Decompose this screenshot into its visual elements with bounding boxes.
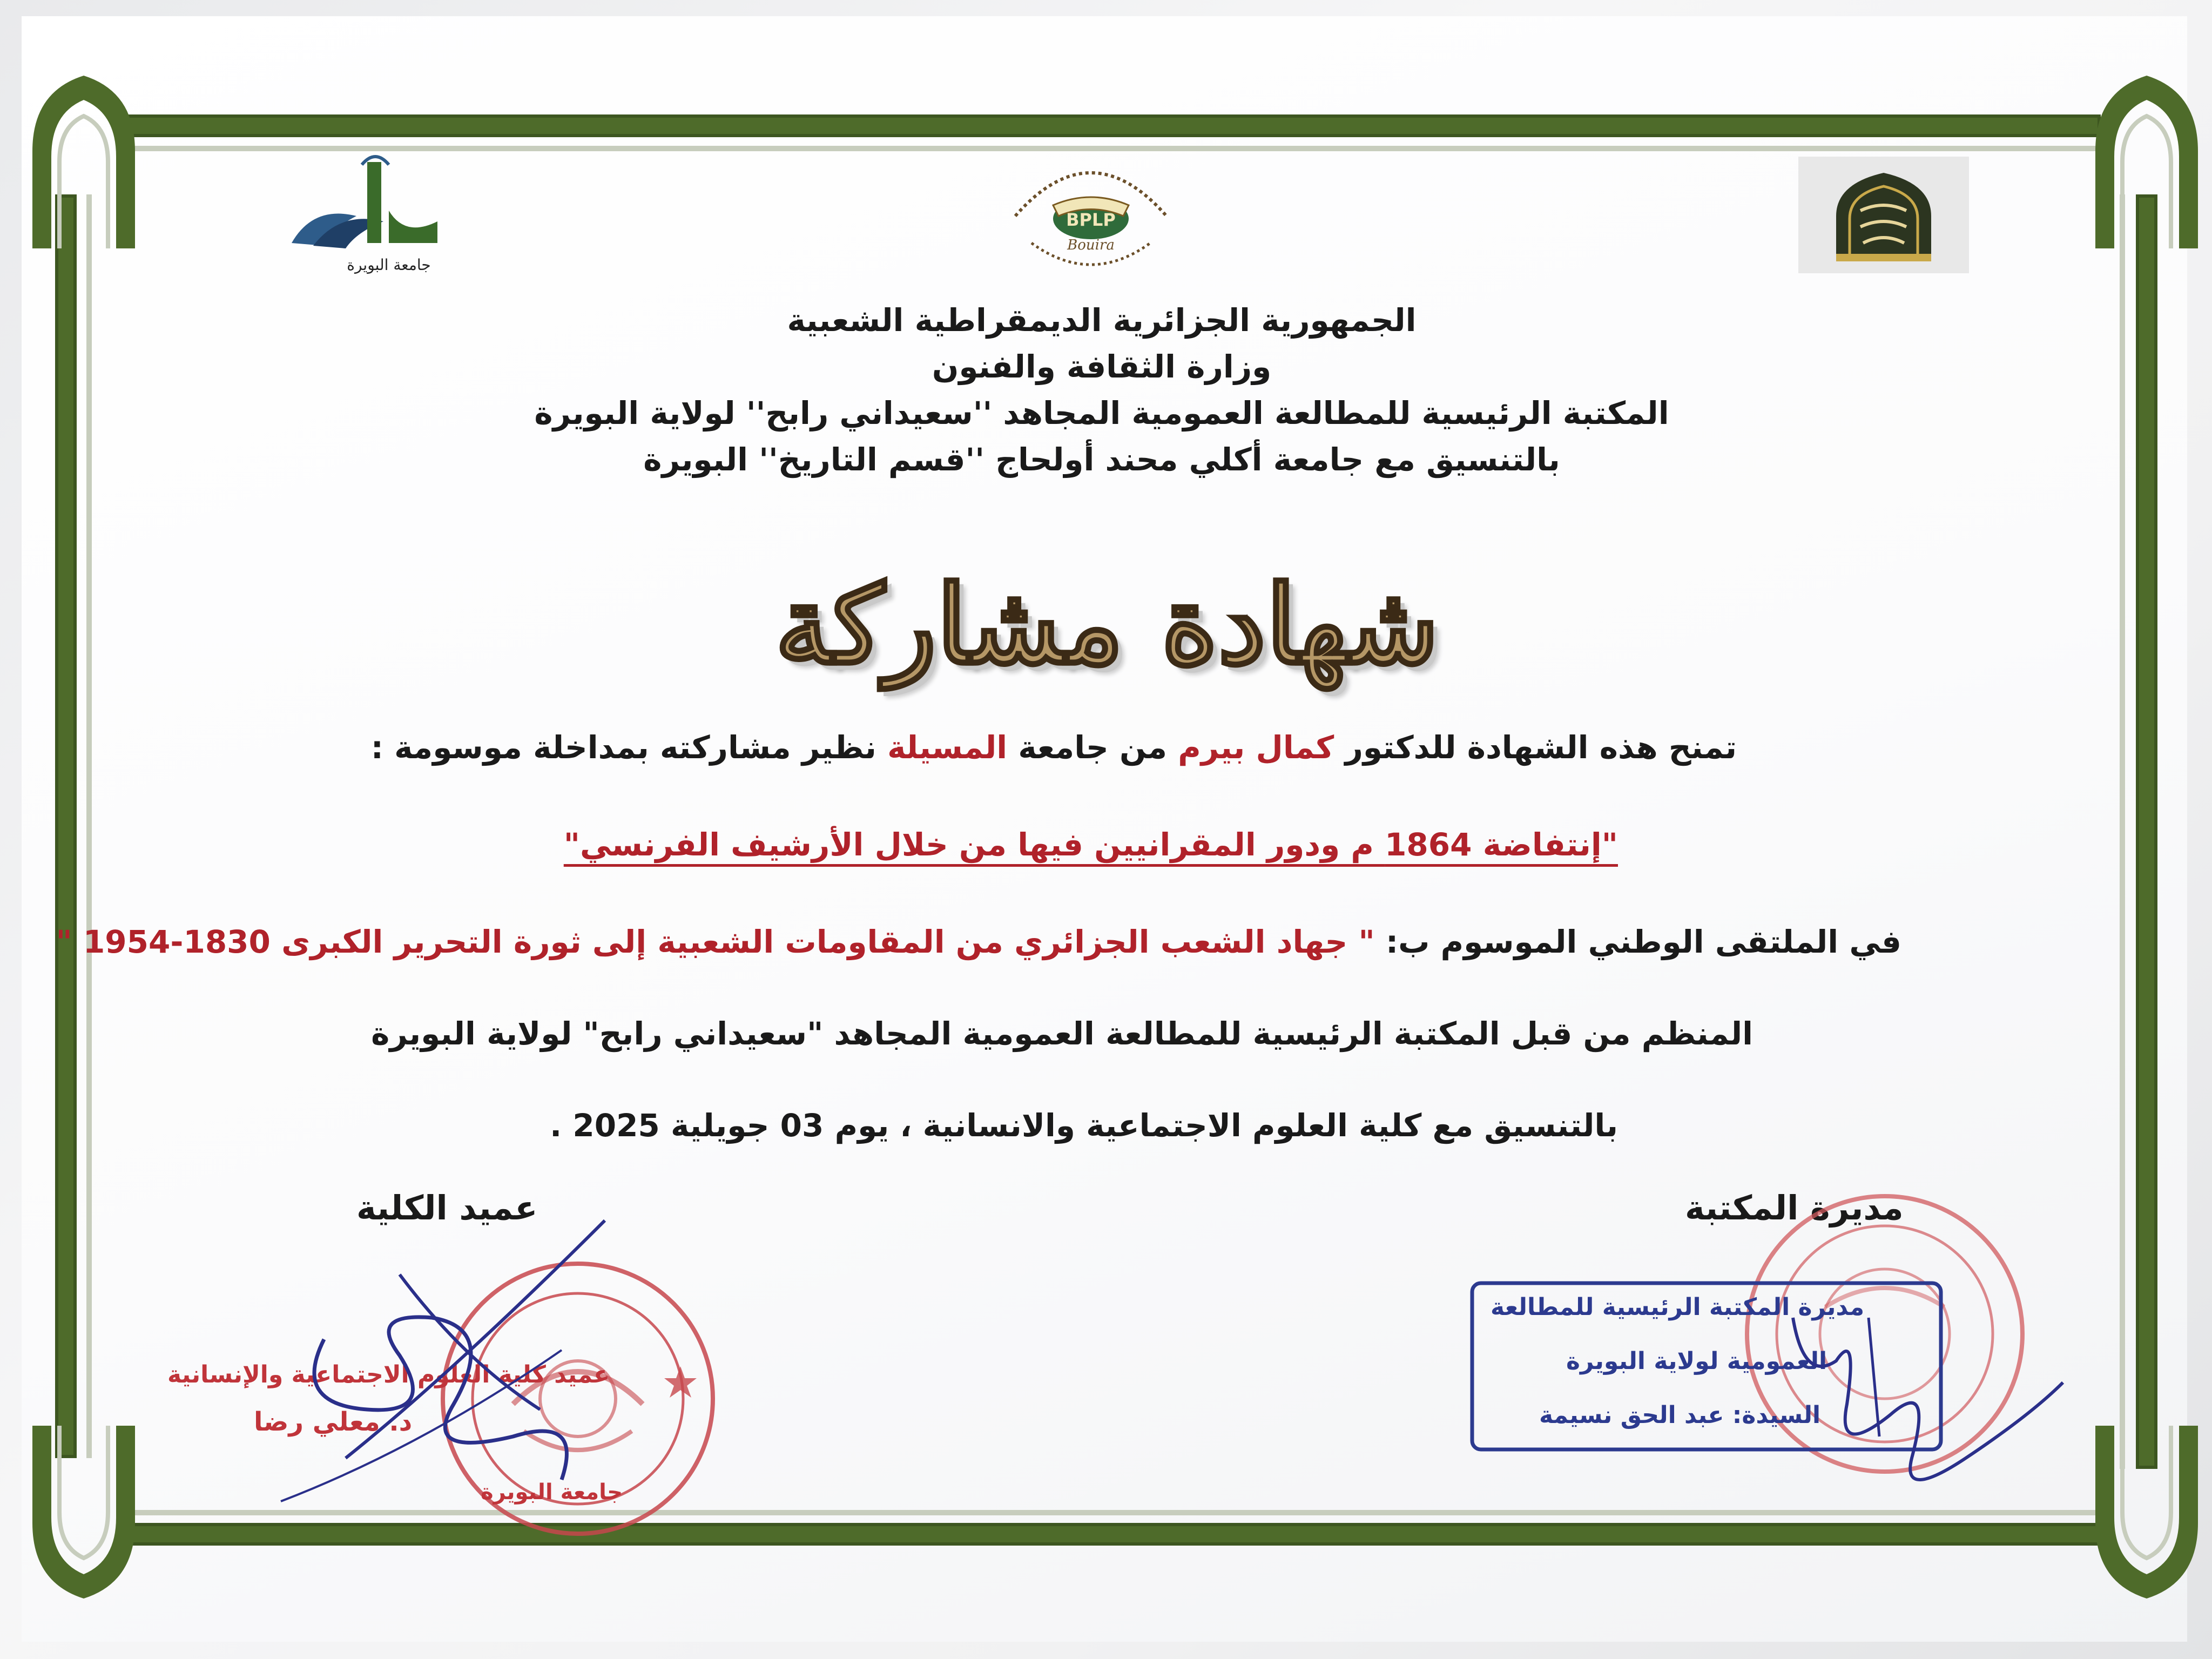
body-line-date: بالتنسيق مع كلية العلوم الاجتماعية والانسانية ، يوم 03 جويلية 2025 . — [550, 1107, 1618, 1144]
svg-text:جامعة البويرة: جامعة البويرة — [347, 256, 431, 274]
dean-signature-label: عميد الكلية — [356, 1188, 538, 1228]
frame-corner-arch-icon — [22, 1426, 146, 1604]
dean-stamp-name: د. معلي رضا — [254, 1407, 413, 1437]
body-line-organizer: المنظم من قبل المكتبة الرئيسية للمطالعة العمومية المجاهد "سعيداني رابح" لولاية البويرة — [371, 1015, 1753, 1052]
frame-right-band — [2136, 194, 2157, 1469]
frame-bottom-band — [119, 1523, 2101, 1546]
dean-signature-scribble-icon — [259, 1177, 680, 1523]
frame-corner-arch-icon — [2085, 1426, 2209, 1604]
header-coordination: بالتنسيق مع جامعة أكلي محند أولحاج ''قسم التاريخ'' البويرة — [643, 441, 1560, 478]
body-line-conference — [56, 923, 1901, 960]
header-block — [486, 297, 1717, 483]
dean-stamp-title: عميد كلية العلوم الاجتماعية والإنسانية — [167, 1361, 610, 1388]
director-stamp-line2: العمومية لولاية البويرة — [1566, 1347, 1827, 1375]
frame-left-line — [86, 194, 92, 1458]
recipient-intro: تمنح هذه الشهادة للدكتور — [1345, 729, 1737, 766]
conference-title: " جهاد الشعب الجزائري من المقاومات الشعبية إلى ثورة التحرير الكبرى 1830-1954 " — [56, 923, 1375, 960]
certificate-title: شهادة مشاركة — [775, 562, 1439, 689]
header-republic: الجمهورية الجزائرية الديمقراطية الشعبية — [787, 302, 1417, 339]
ministry-culture-logo-icon — [1798, 157, 1969, 273]
frame-corner-arch-icon — [22, 70, 146, 248]
director-stamp-line3: السيدة: عبد الحق نسيمة — [1539, 1401, 1821, 1429]
frame-left-band — [55, 194, 77, 1458]
recipient-from: من جامعة — [1018, 729, 1168, 766]
recipient-university: المسيلة — [887, 729, 1008, 766]
faculty-round-stamp-label: جامعة البويرة — [481, 1480, 623, 1505]
director-signature-scribble-icon — [1771, 1296, 2074, 1523]
paper-title: "إنتفاضة 1864 م ودور المقرانيين فيها من خلال الأرشيف الفرنسي" — [563, 826, 1618, 863]
svg-text:BPLP: BPLP — [1066, 210, 1116, 230]
header-library: المكتبة الرئيسية للمطالعة العمومية المجاهد ''سعيداني رابح'' لولاية البويرة — [534, 395, 1669, 431]
frame-right-line — [2120, 194, 2125, 1469]
header-ministry: وزارة الثقافة والفنون — [932, 348, 1272, 385]
director-stamp-line1: مديرة المكتبة الرئيسية للمطالعة — [1491, 1293, 1865, 1321]
library-bplp-logo-icon — [994, 151, 1188, 275]
recipient-contribution: نظير مشاركته بمداخلة موسومة : — [370, 729, 876, 766]
university-bouira-logo-icon — [281, 146, 454, 281]
recipient-name: كمال بيرم — [1178, 729, 1334, 766]
svg-text:Bouira: Bouira — [1067, 237, 1115, 253]
conference-intro: في الملتقى الوطني الموسوم ب: — [1385, 923, 1901, 960]
frame-corner-arch-icon — [2085, 70, 2209, 248]
frame-top-band — [119, 114, 2101, 137]
body-line-recipient — [371, 729, 1737, 766]
director-signature-label: مديرة المكتبة — [1685, 1188, 1904, 1228]
